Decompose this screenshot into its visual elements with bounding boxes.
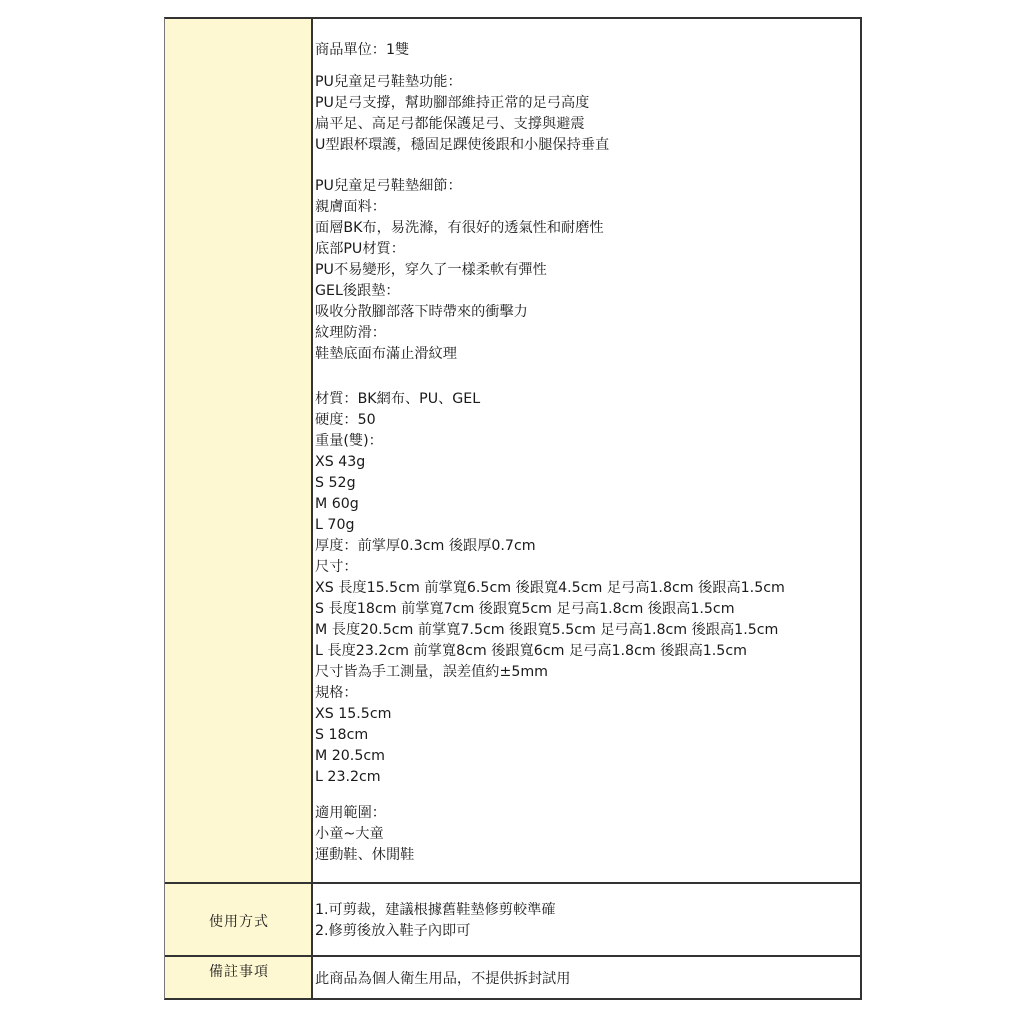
detail-line: 吸收分散腳部落下時帶來的衝擊力 <box>315 304 528 320</box>
detail-line: 底部PU材質： <box>315 241 405 257</box>
detail-heading: PU兒童足弓鞋墊細節： <box>315 178 462 194</box>
notes-label: 備註事項 <box>209 964 269 980</box>
spec-tolerance: 尺寸皆為手工測量，誤差值約±5mm <box>315 664 548 680</box>
spec-spec-s: S 18cm <box>315 727 369 743</box>
detail-line: 鞋墊底面布滿止滑紋理 <box>315 346 457 362</box>
spec-thickness: 厚度：前掌厚0.3cm 後跟厚0.7cm <box>315 538 536 554</box>
usage-block <box>315 900 556 942</box>
function-line: PU足弓支撐，幫助腳部維持正常的足弓高度 <box>315 95 590 111</box>
spec-size-l: L 長度23.2cm 前掌寬8cm 後跟寬6cm 足弓高1.8cm 後跟高1.5cm <box>315 643 747 659</box>
usage-range-line: 小童~大童 <box>315 826 384 842</box>
spec-size-heading: 尺寸： <box>315 559 358 575</box>
spec-weight-xs: XS 43g <box>315 454 366 470</box>
notes-block <box>315 969 570 990</box>
function-heading: PU兒童足弓鞋墊功能： <box>315 74 462 90</box>
spec-size-xs: XS 長度15.5cm 前掌寬6.5cm 後跟寬4.5cm 足弓高1.8cm 後跟高1.5cm <box>315 580 785 596</box>
spec-material: 材質：BK網布、PU、GEL <box>315 391 481 407</box>
detail-line: PU不易變形，穿久了一樣柔軟有彈性 <box>315 262 547 278</box>
detail-line: 親膚面料： <box>315 199 386 215</box>
spec-spec-l: L 23.2cm <box>315 769 381 785</box>
detail-line: 面層BK布，易洗滌，有很好的透氣性和耐磨性 <box>315 220 604 236</box>
spec-spec-heading: 規格： <box>315 685 358 701</box>
spec-block <box>315 389 785 788</box>
spec-spec-xs: XS 15.5cm <box>315 706 392 722</box>
usage-line: 2.修剪後放入鞋子內即可 <box>315 923 471 939</box>
usage-range-line: 運動鞋、休閒鞋 <box>315 847 415 863</box>
spec-weight-l: L 70g <box>315 517 355 533</box>
row-divider <box>165 955 860 957</box>
unit-block <box>315 40 409 61</box>
row-divider <box>165 882 860 884</box>
usage-line: 1.可剪裁，建議根據舊鞋墊修剪較準確 <box>315 902 556 918</box>
detail-block <box>315 176 604 365</box>
notes-text: 此商品為個人衛生用品，不提供拆封試用 <box>315 971 571 987</box>
detail-line: 紋理防滑： <box>315 325 386 341</box>
usage-range-heading: 適用範圍： <box>315 805 386 821</box>
usage-range-block <box>315 803 414 866</box>
detail-line: GEL後跟墊： <box>315 283 400 299</box>
function-block <box>315 72 609 156</box>
function-line: 扁平足、高足弓都能保護足弓、支撐與避震 <box>315 116 585 132</box>
unit-text: 商品單位：1雙 <box>315 42 410 58</box>
usage-label: 使用方式 <box>209 914 269 930</box>
product-spec-table <box>164 17 862 1000</box>
spec-weight-s: S 52g <box>315 475 356 491</box>
spec-size-s: S 長度18cm 前掌寬7cm 後跟寬5cm 足弓高1.8cm 後跟高1.5cm <box>315 601 735 617</box>
spec-size-m: M 長度20.5cm 前掌寬7.5cm 後跟寬5.5cm 足弓高1.8cm 後跟高1.5cm <box>315 622 779 638</box>
spec-spec-m: M 20.5cm <box>315 748 385 764</box>
label-column <box>165 19 313 998</box>
spec-weight-heading: 重量(雙)： <box>315 433 383 449</box>
function-line: U型跟杯環護，穩固足踝使後跟和小腿保持垂直 <box>315 137 610 153</box>
spec-hardness: 硬度：50 <box>315 412 376 428</box>
spec-weight-m: M 60g <box>315 496 359 512</box>
